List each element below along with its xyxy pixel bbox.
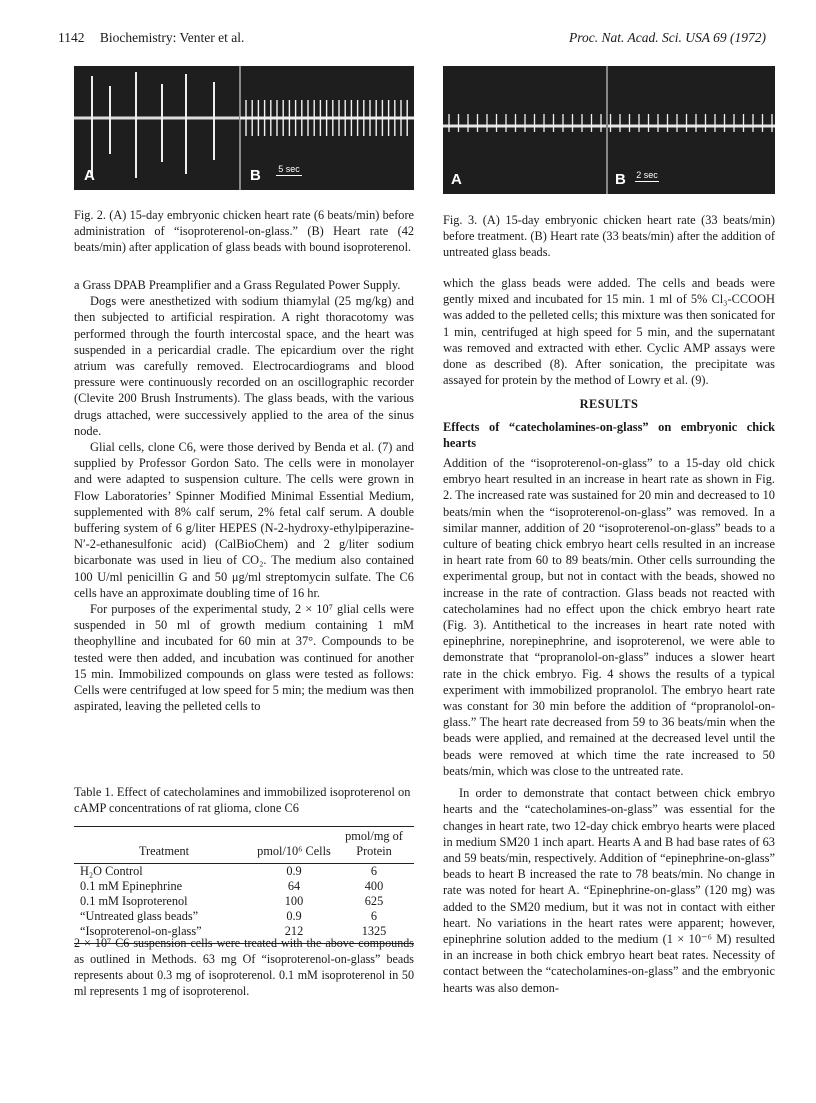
paragraph: Glial cells, clone C6, were those derived by Benda et al. (7) and supplied by Professor Gordon Sato. The cells were in monolayer and were adapted to suspension culture. The cells were grown in Flow Laboratories’ Spinner Modified Minimal Essential Medium, supplemented with 8% calf serum, 2% fetal calf serum. A double buffering system of 6 g/liter HEPES (N-2-hydroxy-ethylpiperazine-N′-2-ethanesulfonic acid) (CalBioChem) and 2 g/liter sodium bicarbonate was used in lieu of CO₂. The medium also contained 100 U/ml penicillin G and 50 μg/ml streptomycin sulfate. The C6 cells have an approximate doubling time of 16 hr.: [74, 440, 414, 600]
figure-2-trace: [74, 66, 414, 190]
table-cell: 6: [370, 909, 378, 923]
figure-3-scale-label: 2 sec: [636, 170, 658, 180]
column-header: pmol/10⁶ Cells: [257, 844, 331, 858]
figure-2-scale-bar: [276, 164, 302, 176]
table-row: [74, 909, 414, 924]
figure-2-panel-a-label: A: [84, 167, 95, 184]
figure-2-image: [74, 66, 414, 190]
figure-3-trace: [443, 66, 775, 194]
table-1-title: Table 1. Effect of catecholamines and immobilized isoproterenol on cAMP concentrations of rat glioma, clone C6: [74, 785, 411, 815]
figure-3-scale-bar: [635, 170, 659, 182]
table-cell: 0.9: [286, 864, 302, 878]
table-cell: 1325: [334, 924, 414, 944]
section-title-results: RESULTS: [579, 397, 639, 412]
table-cell: 6: [370, 864, 378, 878]
table-cell: 100: [284, 894, 304, 908]
figure-3-image: [443, 66, 775, 194]
table-row: [74, 864, 414, 880]
journal-citation: Proc. Nat. Acad. Sci. USA 69 (1972): [569, 30, 766, 45]
table-cell: H₂O Control: [80, 864, 143, 878]
table-cell: 400: [364, 879, 384, 893]
table-cell: 0.1 mM Epinephrine: [80, 879, 183, 893]
right-column: [443, 275, 775, 996]
running-header-left: [58, 30, 244, 46]
figure-2-caption: Fig. 2. (A) 15-day embryonic chicken heart rate (6 beats/min) before administration of “isoproterenol-on-glass.” (B) Heart rate (42 beats/min) after application of glass beads with bound isoproterenol.: [74, 208, 414, 254]
table-cell: “Isoproterenol-on-glass”: [74, 924, 254, 944]
paragraph: which the glass beads were added. The cells and beads were gently mixed and incubated for 15 min. 1 ml of 5% Cl₃-CCOOH was added to the pelleted cells; this mixture was then sonicated for 1 min, centrifuged at high speed for 5 min, and the supernatant was removed and extracted with ether. Cyclic AMP assays were done as described (8). After sonication, the precipitate was assayed for protein by the method of Lowry et al. (9).: [443, 276, 775, 388]
table-cell: 625: [364, 894, 384, 908]
table-1-footnote: 2 × 10⁷ C6 suspension cells were treated with the above compounds as outlined in Methods. 63 mg Of “isoproterenol-on-glass” beads represents about 0.3 mg of isoproterenol. 0.1 mM isoproterenol in 50 ml represents 1 mg of isoproterenol.: [74, 936, 414, 998]
figure-3-panel-a-label: A: [451, 171, 462, 188]
figure-3-panel-b-label: B: [615, 171, 626, 188]
column-header: pmol/mg of Protein: [345, 829, 403, 858]
table-cell: “Untreated glass beads”: [80, 909, 199, 923]
paragraph: In order to demonstrate that contact between chick embryo hearts and the “catecholamines-on-glass” was essential for the changes in heart rate, two 12-day chick embryo hearts were placed in medium SM20 1 inch apart. Hearts A and B had base rates of 63 and 59 beats/min, respectively. Addition of “epinephrine-on-glass” beads to heart B increased the rate to 78 beats/min. No change in rate was noted for heart A. “Epinephrine-on-glass” (120 mg) was added to the SM20 medium, but it was not in contact with either heart. No variations in the heart rates were apparent; however, epinephrine solution added to the medium (1 × 10⁻⁶ M) resulted in an increase in both chick embryo heart beat rates. Necessity of contact between the “catecholamines-on-glass” and the embryonic hearts was also demon-: [443, 786, 775, 995]
table-header-row: [74, 827, 414, 864]
column-header: Treatment: [138, 844, 190, 858]
paragraph: Dogs were anesthetized with sodium thiamylal (25 mg/kg) and then subjected to artificial respiration. A right thoracotomy was performed through the fourth intercostal space, and the heart was suspended in a pericardial cradle. The epicardium over the right atrium was carefully removed. Electrocardiograms and blood pressure were continuously recorded on an oscillographic recorder (Clevite 200 Brush Instruments). The glass beads, with the various drugs attached, were successively applied to the area of the sinus node.: [74, 294, 414, 438]
figure-2-panel-b-label: B: [250, 167, 261, 184]
table-cell: 212: [254, 924, 334, 944]
table-cell: 0.1 mM Isoproterenol: [80, 894, 188, 908]
running-title: Biochemistry: Venter et al.: [99, 30, 245, 45]
table-row: [74, 894, 414, 909]
table-cell: 0.9: [286, 909, 302, 923]
page-number: 1142: [58, 30, 85, 45]
figure-3-caption: Fig. 3. (A) 15-day embryonic chicken heart rate (33 beats/min) before treatment. (B) Heart rate (33 beats/min) after the addition of untreated glass beads.: [443, 213, 775, 259]
subsection-heading: Effects of “catecholamines-on-glass” on embryonic chick hearts: [443, 419, 775, 450]
table-row: [74, 879, 414, 894]
paragraph: a Grass DPAB Preamplifier and a Grass Regulated Power Supply.: [74, 278, 401, 292]
paragraph: For purposes of the experimental study, 2 × 10⁷ glial cells were suspended in 50 ml of growth medium containing 1 mM theophylline and incubated for 60 min at 37°. Compounds to be tested were then added, and incubation was continued for another 15 min. Immobilized compounds on glass were tested as follows: Cells were centrifuged at low speed for 5 min; the medium was then aspirated, leaving the pelleted cells to: [74, 602, 414, 714]
paragraph: Addition of the “isoproterenol-on-glass” to a 15-day old chick embryo heart resulted in an increase in heart rate as shown in Fig. 2. The increased rate was sustained for 20 min and decreased to 10 beats/min when the “isoproterenol-on-glass” was removed. In a similar manner, addition of 20 “isoproterenol-on-glass” beads to a culture of beating chick embryo heart cells resulted in an increase in heart rate from 60 to 89 beats/min. Other cells surrounding the experimental group, but not in contact with the beads, showed no increase in the rate of contraction. Glass beads not reacted with catecholamines had no effect upon the chick embryo heart rate (Fig. 3). Antithetical to the increases in heart rate noted with epinephrine, norepinephrine, and isoproterenol, we were able to demonstrate that “propranolol-on-glass” induces a slower heart rate in the chick embryo. Fig. 4 shows the results of a typical experiment with immobilized propranolol. The embryo heart rate was constant for 30 min before the addition of “propranolol-on-glass.” The heart rate decreased from 59 to 36 beats/min when the beads were applied, and remained at the decreased level until the beads were removed at which time the rate increased to 50 beats/min, which was close to the untreated rate.: [443, 456, 775, 778]
figure-2-scale-label: 5 sec: [278, 164, 300, 174]
table-1: [74, 826, 414, 944]
table-cell: 64: [287, 879, 301, 893]
left-column: [74, 277, 414, 714]
